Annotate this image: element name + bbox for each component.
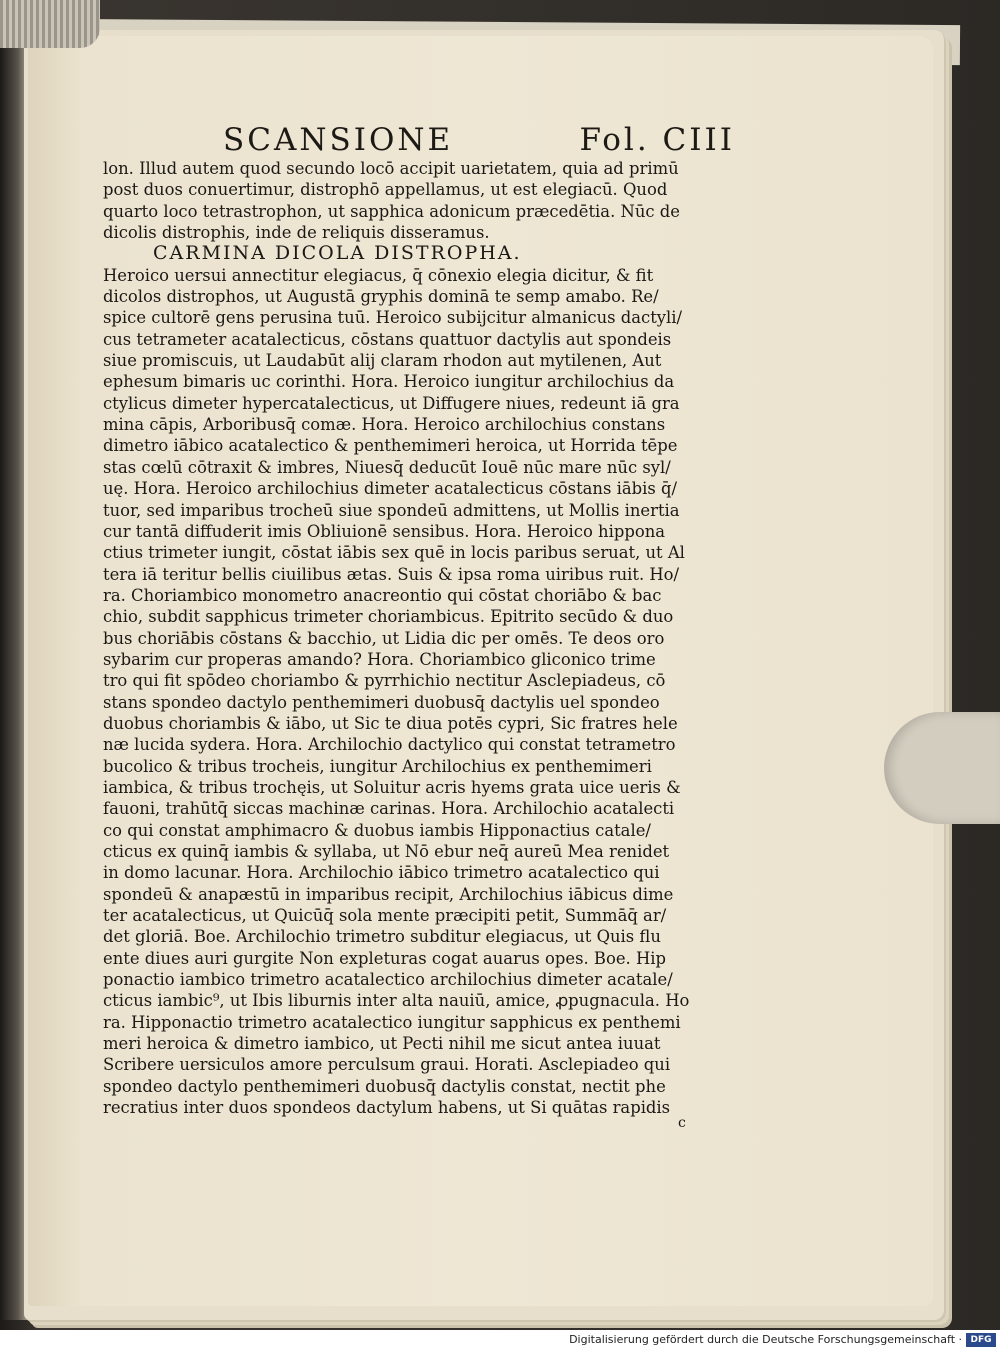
text-line: uę. Hora. Heroico archilochius dimeter acatalecticus cōstans iābis q̄/ [103, 479, 677, 499]
text-line: stas cœlū cōtraxit & imbres, Niuesq̄ deducūt Iouē nūc mare nūc syl/ [103, 457, 671, 477]
text-line: Scribere uersiculos amore perculsum graui. Horati. Asclepiadeo qui [103, 1055, 671, 1075]
text-line: tuor, sed imparibus trocheū siue spondeū admittens, ut Mollis inertia [103, 500, 680, 520]
digitization-footer [0, 1330, 1000, 1351]
text-line: dicolis distrophis, inde de reliquis disseramus. [103, 223, 490, 243]
signature-mark: c [678, 1115, 686, 1131]
text-line: ter acatalecticus, ut Quicūq̄ sola mente præcipiti petit, Summāq̄ ar/ [103, 906, 667, 926]
dfg-logo: DFG [966, 1333, 996, 1347]
holder-clip-top [0, 0, 100, 48]
text-line: co qui constat amphimacro & duobus iambis Hipponactius catale/ [103, 820, 651, 840]
text-line: recratius inter duos spondeos dactylum habens, ut Si quātas rapidis [103, 1098, 671, 1118]
text-line: cticus iambic⁹, ut Ibis liburnis inter alta nauiū, amice, ꝓpugnacula. Ho [103, 991, 690, 1011]
text-line: Heroico uersui annectitur elegiacus, q̄ cōnexio elegia dicitur, & fit [103, 265, 654, 285]
text-line: spondeo dactylo penthemimeri duobusq̄ dactylis constat, nectit phe [103, 1076, 666, 1096]
text-line: duobus choriambis & iābo, ut Sic te diua potēs cypri, Sic fratres hele [103, 713, 678, 733]
text-line: næ lucida sydera. Hora. Archilochio dactylico qui constat tetrametro [103, 735, 676, 755]
text-line: bus choriābis cōstans & bacchio, ut Lidia dic per omēs. Te deos oro [103, 628, 665, 648]
text-line: ponactio iambico trimetro acatalectico archilochius dimeter acatale/ [103, 970, 673, 990]
text-line: post duos conuertimur, distrophō appellamus, ut est elegiacū. Quod [103, 180, 668, 200]
text-line: dimetro iābico acatalectico & penthemimeri heroica, ut Horrida tēpe [103, 436, 678, 456]
text-line: dicolos distrophos, ut Augustā gryphis dominā te semp amabo. Re/ [103, 287, 659, 307]
text-line: ctylicus dimeter hypercatalecticus, ut Diffugere niues, redeunt iā gra [103, 393, 680, 413]
text-line: ra. Hipponactio trimetro acatalectico iungitur sapphicus ex penthemi [103, 1012, 681, 1032]
text-line: bucolico & tribus trocheis, iungitur Archilochius ex penthemimeri [103, 756, 652, 776]
text-line: fauoni, trahūtq̄ siccas machinæ carinas. Hora. Archilochio acatalecti [103, 799, 675, 819]
text-line: stans spondeo dactylo penthemimeri duobusq̄ dactylis uel spondeo [103, 692, 660, 712]
text-line: meri heroica & dimetro iambico, ut Pecti nihil me sicut antea iuuat [103, 1034, 661, 1054]
text-line: chio, subdit sapphicus trimeter choriambicus. Epitrito secūdo & duo [103, 607, 674, 627]
text-line: det gloriā. Boe. Archilochio trimetro subditur elegiacus, ut Quis flu [103, 927, 661, 947]
text-line: tera iā teritur bellis ciuilibus ætas. Suis & ipsa roma uiribus ruit. Ho/ [103, 564, 680, 584]
text-line: quarto loco tetrastrophon, ut sapphica adonicum præcedētia. Nūc de [103, 201, 680, 221]
running-head-title: SCANSIONE [223, 122, 454, 158]
text-line: cticus ex quinq̄ iambis & syllaba, ut Nō ebur neq̄ aureū Mea renidet [103, 842, 670, 861]
text-line: ctius trimeter iungit, cōstat iābis sex quē in locis paribus seruat, ut Al [103, 543, 685, 563]
holder-clip-right [884, 712, 1000, 824]
text-line: siue promiscuis, ut Laudabūt alij claram rhodon aut mytilenen, Aut [103, 351, 662, 371]
text-line: cur tantā diffuderit imis Obliuionē sensibus. Hora. Heroico hippona [103, 521, 666, 541]
text-line: lon. Illud autem quod secundo locō accipit uarietatem, quia ad primū [103, 159, 679, 178]
text-line: ephesum bimaris uc corinthi. Hora. Heroico iungitur archilochius da [103, 372, 675, 392]
text-line: spice cultorē gens perusina tuū. Heroico subijcitur almanicus dactyli/ [103, 308, 683, 328]
text-line: mina cāpis, Arboribusq̄ comæ. Hora. Heroico archilochius constans [103, 415, 666, 435]
text-line: spondeū & anapæstū in imparibus recipit, Archilochius iābicus dime [103, 884, 674, 904]
section-heading: CARMINA DICOLA DISTROPHA. [153, 243, 522, 265]
text-line: cus tetrameter acatalecticus, cōstans quattuor dactylis aut spondeis [103, 329, 672, 349]
body-text [103, 158, 753, 1118]
funding-credit: Digitalisierung gefördert durch die Deutsche Forschungsgemeinschaft · [569, 1333, 962, 1346]
folio-number: Fol. CIII [579, 122, 735, 158]
text-line: ra. Choriambico monometro anacreontio qui cōstat choriābo & bac [103, 585, 662, 605]
text-line: ente diues auri gurgite Non expleturas cogat auarus opes. Boe. Hip [103, 948, 666, 968]
text-line: iambica, & tribus trochęis, ut Soluitur acris hyems grata uice ueris & [103, 777, 681, 797]
running-head [223, 122, 743, 162]
text-line: in domo lacunar. Hora. Archilochio iābico trimetro acatalectico qui [103, 863, 660, 883]
text-line: tro qui fit spōdeo choriambo & pyrrhichio nectitur Asclepiadeus, cō [103, 671, 666, 691]
text-line: sybarim cur properas amando? Hora. Choriambico gliconico trime [103, 649, 656, 669]
